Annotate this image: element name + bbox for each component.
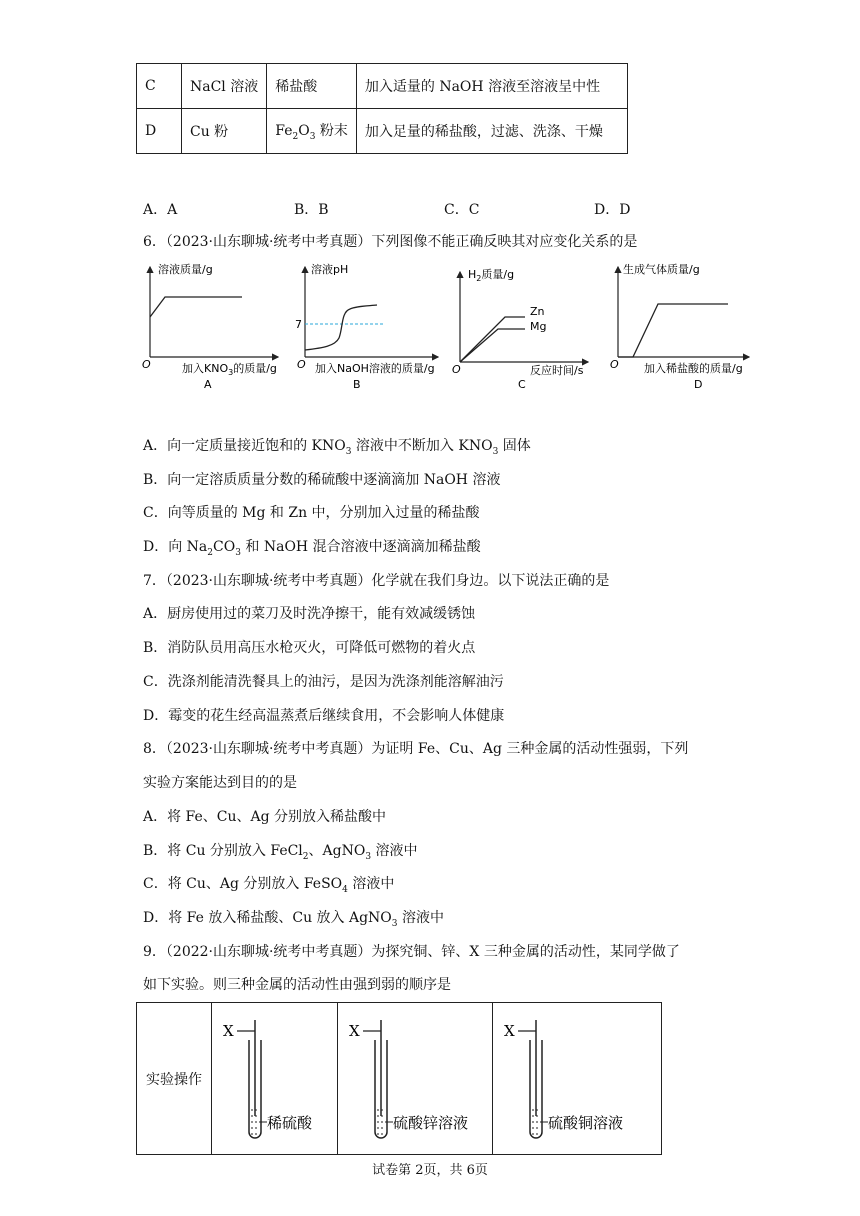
test-tube-diagram [339, 1004, 491, 1149]
q8-option-b: B．将 Cu 分别放入 FeCl$_2$、AgNO$_3$ 溶液中 [143, 843, 418, 862]
q5-option-c: C．C [444, 202, 480, 218]
q7-option-a: A．厨房使用过的菜刀及时洗净擦干，能有效减缓锈蚀 [143, 606, 476, 622]
curve [150, 297, 242, 317]
y-label: $H_2$质量/g [468, 268, 515, 283]
series-label-zn: Zn [530, 305, 545, 318]
table-row [137, 109, 628, 154]
x-label: 加入稀盐酸的质量/g [644, 362, 743, 375]
graph-a [140, 262, 280, 396]
q7-stem: 7．（2023·山东聊城·统考中考真题）化学就在我们身边。以下说法正确的是 [143, 573, 610, 589]
cell-method: 加入足量的稀盐酸，过滤、洗涤、干燥 [356, 109, 627, 154]
metal-label: X [223, 1022, 234, 1040]
q5-option-d: D．D [594, 202, 631, 218]
options-table [136, 63, 628, 154]
solution-label: 稀硫酸 [267, 1115, 313, 1132]
graph-letter: D [694, 378, 703, 391]
graph-letter: B [353, 378, 361, 391]
q8-option-a: A．将 Fe、Cu、Ag 分别放入稀盐酸中 [143, 809, 387, 825]
q5-option-b: B．B [294, 202, 329, 218]
origin-label: O [452, 363, 461, 376]
curve [618, 304, 728, 357]
tube-cell-2 [338, 1003, 493, 1155]
origin-label: O [142, 358, 151, 371]
graph-d [608, 262, 753, 396]
q9-stem-line2: 如下实验。则三种金属的活动性由强到弱的顺序是 [143, 977, 451, 993]
q7-option-b: B．消防队员用高压水枪灭火，可降低可燃物的着火点 [143, 640, 476, 656]
experiment-table [136, 1002, 662, 1155]
q8-option-c: C．将 Cu、Ag 分别放入 FeSO$_4$ 溶液中 [143, 876, 395, 895]
origin-label: O [610, 358, 619, 371]
tube-cell-1 [212, 1003, 338, 1155]
q9-stem-line1: 9．（2022·山东聊城·统考中考真题）为探究铜、锌、X 三种金属的活动性，某同学做了 [143, 944, 680, 960]
series-label-mg: Mg [530, 320, 547, 333]
cell-option: D [137, 109, 182, 154]
page-footer: 试卷第 2页，共 6页 [372, 1163, 488, 1178]
solution-label: 硫酸铜溶液 [548, 1115, 624, 1132]
test-tube-diagram [494, 1004, 660, 1149]
cell-impurity: 稀盐酸 [267, 64, 357, 109]
row-label: 实验操作 [137, 1003, 212, 1155]
q7-option-c: C．洗涤剂能清洗餐具上的油污，是因为洗涤剂能溶解油污 [143, 674, 504, 690]
cell-substance: Cu 粉 [182, 109, 267, 154]
q6-option-c: C．向等质量的 Mg 和 Zn 中，分别加入过量的稀盐酸 [143, 505, 480, 521]
x-label: 加入$KNO_3$的质量/g [182, 362, 277, 377]
q6-option-d: D．向 $Na_2CO_3$ 和 NaOH 混合溶液中逐滴滴加稀盐酸 [143, 539, 481, 558]
q8-stem-line2: 实验方案能达到目的的是 [143, 775, 297, 791]
cell-substance: NaCl 溶液 [182, 64, 267, 109]
q8-option-d: D．将 Fe 放入稀盐酸、Cu 放入 AgNO$_3$ 溶液中 [143, 910, 444, 929]
table-row [137, 64, 628, 109]
cell-option: C [137, 64, 182, 109]
curve [305, 305, 377, 350]
graph-letter: C [518, 378, 526, 391]
y-label: 溶液质量/g [158, 263, 213, 276]
graph-c [450, 262, 595, 396]
q5-option-a: A．A [143, 202, 178, 218]
q8-stem-line1: 8．（2023·山东聊城·统考中考真题）为证明 Fe、Cu、Ag 三种金属的活动性强弱，下列 [143, 741, 689, 757]
curve-mg [460, 329, 525, 362]
origin-label: O [297, 358, 306, 371]
test-tube-diagram [213, 1004, 336, 1149]
table-row [137, 1003, 662, 1155]
cell-impurity: $Fe_2O_3$ 粉末 [267, 109, 357, 154]
graph-b [295, 262, 440, 396]
graph-letter: A [204, 378, 212, 391]
y-label: 生成气体质量/g [623, 263, 700, 276]
q6-option-b: B．向一定溶质质量分数的稀硫酸中逐滴滴加 NaOH 溶液 [143, 472, 501, 488]
cell-method: 加入适量的 NaOH 溶液至溶液呈中性 [356, 64, 627, 109]
y-label: 溶液pH [311, 263, 349, 276]
q6-stem: 6．（2023·山东聊城·统考中考真题）下列图像不能正确反映其对应变化关系的是 [143, 234, 638, 250]
metal-label: X [349, 1022, 360, 1040]
q6-option-a: A．向一定质量接近饱和的 $KNO_3$ 溶液中不断加入 $KNO_3$ 固体 [143, 438, 531, 457]
x-label: 加入NaOH溶液的质量/g [315, 362, 435, 375]
tick-label: 7 [295, 318, 302, 331]
metal-label: X [504, 1022, 515, 1040]
tube-cell-3 [493, 1003, 662, 1155]
q7-option-d: D．霉变的花生经高温蒸煮后继续食用，不会影响人体健康 [143, 708, 505, 724]
solution-label: 硫酸锌溶液 [393, 1115, 469, 1132]
curve-zn [460, 317, 525, 362]
x-label: 反应时间/s [530, 364, 584, 377]
